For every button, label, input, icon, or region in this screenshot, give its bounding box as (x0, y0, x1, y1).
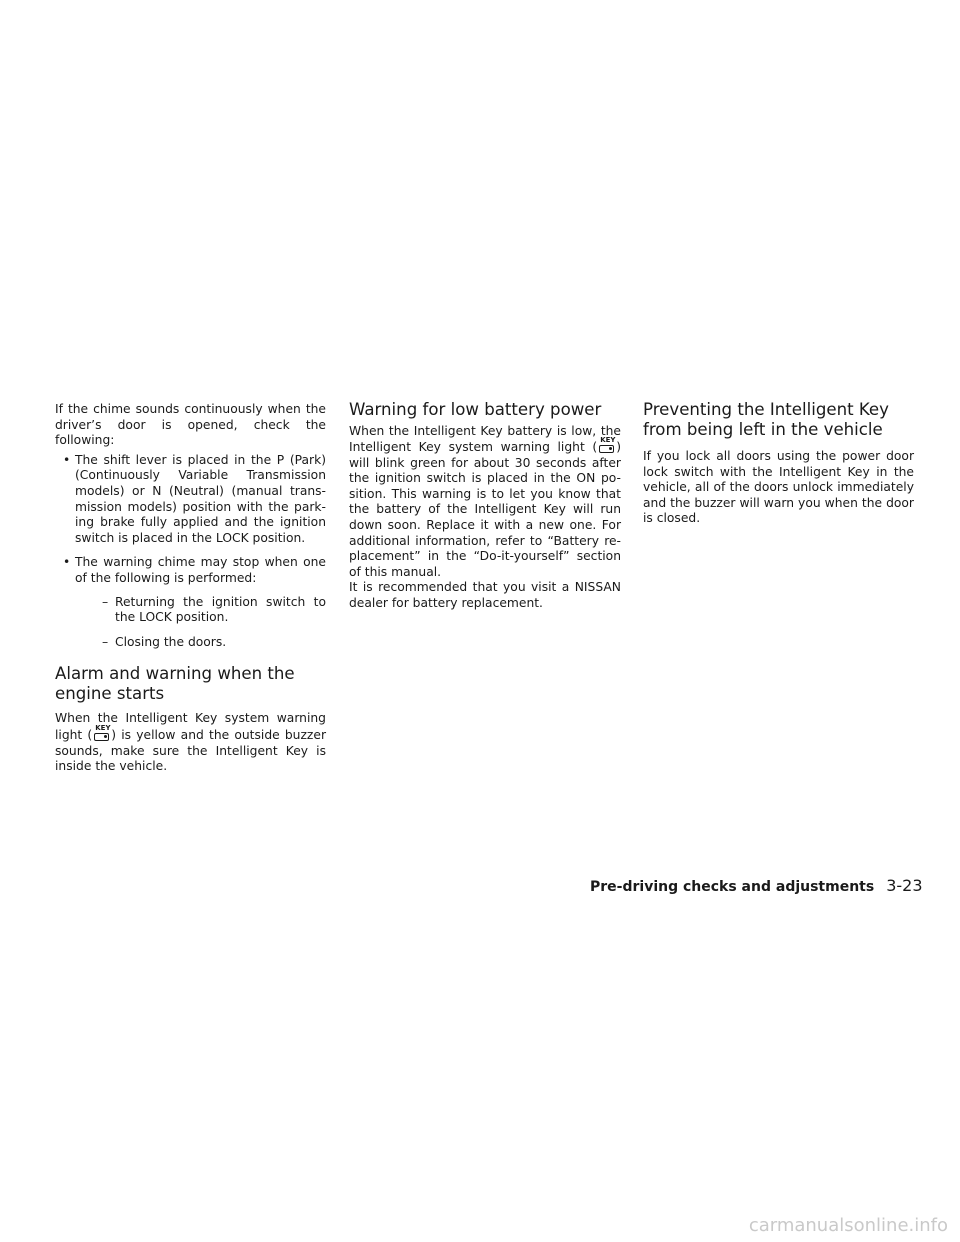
page-number: 3-23 (886, 876, 923, 895)
column-middle (349, 400, 621, 612)
sub-list (75, 595, 326, 651)
list-item-text: The warning chime may stop when one of the following is performed: (75, 555, 326, 585)
key-warning-light-icon: KEY (93, 727, 110, 742)
list-item (55, 555, 326, 650)
low-battery-body-text: When the Intelligent Key battery is low, the Intelligent Key system warning light ( KEY ) will blink green for about 30 seconds after the ignition switch is placed in the ON po- sition. This warning is to let you know that the battery of the Intelligent Key will run down soon. Replace it with a new one. For additional information, refer to “Battery re- placement” in the “Do-it-yourself” section of this manual. (349, 423, 621, 579)
column-left (55, 400, 326, 775)
list-item: • The shift lever is placed in the P (Park) (Continuously Variable Transmission models) or N (Neutral) (manual trans- mission models) position with the park- ing brake fully applied and the ignition switch is placed in the LOCK position. (55, 453, 326, 547)
key-left-body-text: If you lock all doors using the power door lock switch with the Intelligent Key in the vehicle, all of the doors unlock immediately and the buzzer will warn you when the door is closed. (643, 449, 914, 526)
chime-intro-text: If the chime sounds continuously when the driver’s door is opened, check the following: (55, 402, 326, 448)
section-heading-low-battery: Warning for low battery power (349, 400, 602, 419)
dealer-recommendation-text: It is recommended that you visit a NISSAN dealer for battery replacement. (349, 580, 621, 611)
section-heading-alarm: Alarm and warning when the engine starts (55, 664, 295, 703)
column-right (643, 400, 914, 527)
watermark: carmanualsonline.info (748, 1215, 948, 1236)
sub-list-item: – Closing the doors. (75, 635, 326, 651)
sub-list-item: – Returning the ignition switch to the LOCK position. (75, 595, 326, 626)
key-warning-light-icon: KEY (598, 439, 615, 454)
page-footer (590, 876, 923, 895)
section-heading-key-left-in-vehicle: Preventing the Intelligent Key from being left in the vehicle (643, 400, 889, 439)
section-title: Pre-driving checks and adjustments (590, 879, 875, 895)
check-list (55, 453, 326, 651)
alarm-body-text: When the Intelligent Key system warning light ( KEY ) is yellow and the outside buzzer sounds, make sure the Intelligent Key is inside the vehicle. (55, 711, 327, 774)
